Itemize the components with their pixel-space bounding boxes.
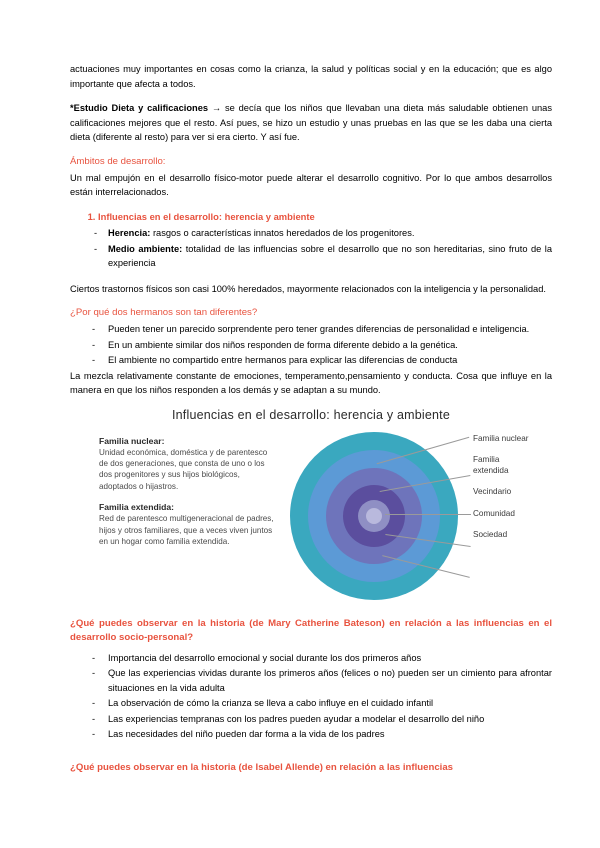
- familia-extendida-title: Familia extendida:: [99, 502, 174, 513]
- herencia-text: rasgos o características innatos heredados de los progenitores.: [150, 228, 415, 238]
- dash-list-herencia-ambiente: [70, 226, 552, 271]
- list-item-bateson-4: - Las experiencias tempranas con los padres pueden ayudar a modelar el desarrollo del niño: [108, 712, 552, 727]
- list-item-bateson-5: - Las necesidades del niño pueden dar forma a la vida de los padres: [108, 727, 552, 742]
- paragraph-mezcla: La mezcla relativamente constante de emociones, temperamento,pensamiento y conducta. Cosa que influye en la manera en que los niños responden a los demás y se adaptan a su mundo.: [70, 370, 552, 395]
- list-item-bateson-2: - Que las experiencias vividas durante los primeros años (felices o no) pueden ser un cimiento para afrontar situaciones en la vida adulta: [108, 666, 552, 695]
- list-item-bateson-3: - La observación de cómo la crianza se lleva a cabo influye en el cuidado infantil: [108, 696, 552, 711]
- figure-title: Influencias en el desarrollo: herencia y ambiente: [171, 407, 450, 422]
- legend-item-familia-extendida: Familia extendida: [473, 455, 509, 475]
- list-item-hermanos-1: - Pueden tener un parecido sorprendente pero tener grandes diferencias de personalidad e inteligencia.: [108, 322, 552, 337]
- concentric-rings-diagram: [290, 432, 462, 600]
- familia-nuclear-title: Familia nuclear:: [99, 435, 165, 446]
- medio-ambiente-label: Medio ambiente:: [108, 243, 183, 254]
- heading-hermanos: ¿Por qué dos hermanos son tan diferentes?: [70, 307, 258, 318]
- heading-allende: ¿Qué puedes observar en la historia (de Isabel Allende) en relación a las influencias: [70, 761, 453, 773]
- legend-item-sociedad: Sociedad: [473, 530, 508, 539]
- figure-body: [85, 428, 537, 604]
- paragraph-ambitos: Un mal empujón en el desarrollo físico-motor puede alterar el desarrollo cognitivo. Por lo que ambos desarrollos están interrelacionados.: [70, 172, 552, 197]
- list-item-hermanos-3: - El ambiente no compartido entre hermanos para explicar las diferencias de conducta: [108, 353, 552, 368]
- ring-center: [366, 508, 382, 524]
- figure-definitions: [99, 436, 277, 558]
- dash-list-hermanos: [70, 322, 552, 368]
- legend-item-comunidad: Comunidad: [473, 508, 515, 518]
- heading-bateson: ¿Qué puedes observar en la historia (de Mary Catherine Bateson) en relación a las influencias en el desarrollo socio-personal?: [70, 617, 552, 643]
- numbered-list-influencias: [70, 210, 552, 225]
- list-item-influencias: 1. Influencias en el desarrollo: herencia y ambiente: [98, 210, 552, 225]
- heading-ambitos-desarrollo: Ámbitos de desarrollo:: [70, 155, 166, 167]
- dash-list-bateson: [70, 651, 552, 742]
- list-item-medio-ambiente: [108, 242, 552, 271]
- list-item-hermanos-2: - En un ambiente similar dos niños responden de forma diferente debido a la genética.: [108, 338, 552, 353]
- estudio-dieta-text: → se decía que los niños que llevaban una dieta más saludable obtienen unas calificaciones mejores que el resto. Así pues, se hizo un estudio y unas pruebas en las que se les daba una cierta dieta (diferente al resto) para ver si era cierto. Y así fue.: [70, 103, 552, 142]
- list-item-bateson-1: - Importancia del desarrollo emocional y social durante los dos primeros años: [108, 651, 552, 666]
- familia-nuclear-text: Unidad económica, doméstica y de parentesco de dos generaciones, que consta de uno o los dos progenitores y sus hijos biológicos, adoptados o hijastros.: [99, 447, 268, 491]
- medio-ambiente-text: totalidad de las influencias sobre el desarrollo que no son hereditarias, sino fruto de la experiencia: [108, 243, 552, 268]
- legend-item-vecindario: Vecindario: [473, 487, 512, 496]
- paragraph-trastornos: Ciertos trastornos físicos son casi 100% heredados, mayormente relacionados con la inteligencia y la personalidad.: [70, 283, 546, 294]
- herencia-label: Herencia:: [108, 228, 151, 238]
- paragraph-intro: actuaciones muy importantes en cosas como la crianza, la salud y políticas social y en la educación; que es algo importante que afecta a todos.: [70, 64, 552, 89]
- leader-line-3: [385, 514, 471, 515]
- familia-extendida-text: Red de parentesco multigeneracional de padres, hijos y otros familiares, que a veces viven juntos en un hogar como familia extendida.: [99, 514, 274, 546]
- legend-item-familia-nuclear: Familia nuclear: [473, 433, 529, 443]
- figure-influencias-desarrollo: [85, 408, 537, 613]
- list-item-herencia: [108, 226, 552, 241]
- figure-legend: [473, 434, 535, 552]
- paragraph-estudio-dieta: [70, 101, 552, 145]
- estudio-dieta-label: *Estudio Dieta y calificaciones: [70, 103, 209, 113]
